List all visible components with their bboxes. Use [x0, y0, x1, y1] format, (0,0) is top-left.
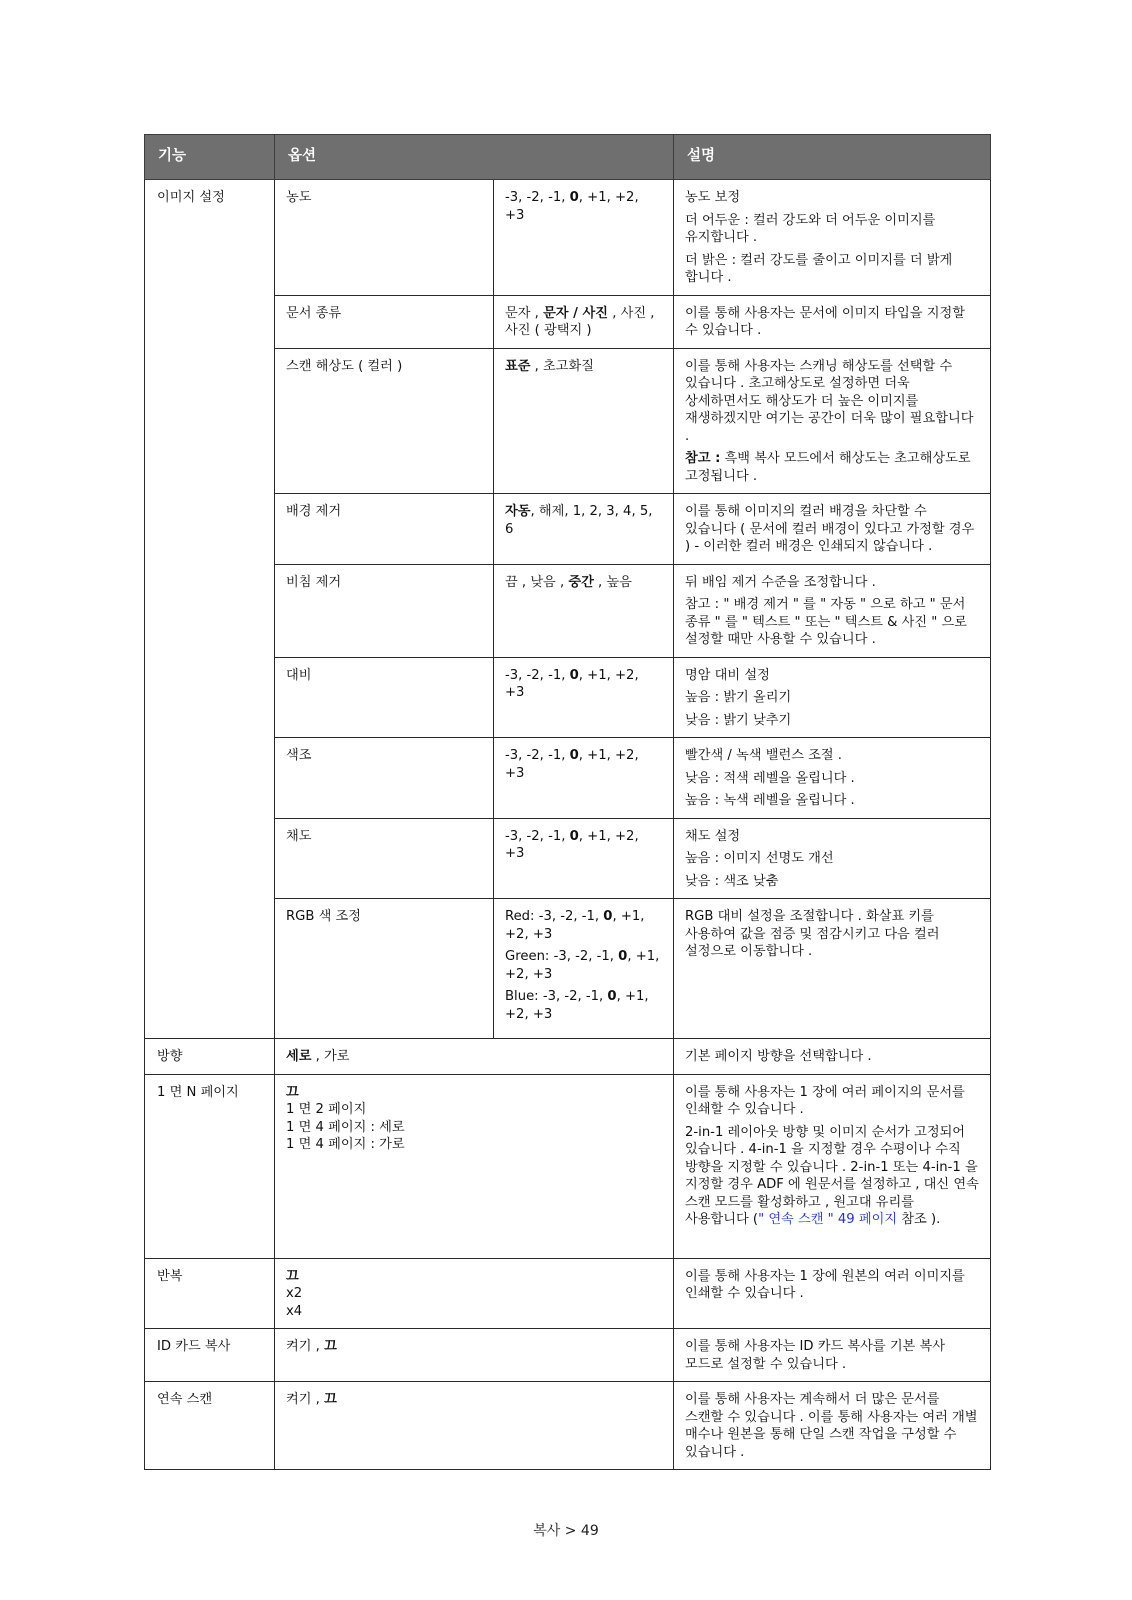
table-row: [145, 899, 991, 1039]
function-cell: ID 카드 복사: [145, 1329, 275, 1382]
function-cell: 반복: [145, 1258, 275, 1329]
option-values: [275, 1074, 674, 1258]
table-row: [145, 1074, 991, 1258]
option-name: RGB 색 조정: [275, 899, 494, 1039]
desc-line: 이를 통해 사용자는 스캐닝 해상도를 선택할 수 있습니다 . 초고해상도로 설정하면 더욱 상세하면서도 해상도가 더 높은 이미지를 재생하겠지만 여기는 공간이 더욱 많이 필요합니다 .: [685, 358, 974, 444]
description-cell: [674, 348, 991, 494]
desc-line: 채도 설정: [685, 828, 741, 844]
description-cell: [674, 899, 991, 1039]
table-row: [145, 818, 991, 899]
default-value: 0: [569, 190, 579, 205]
default-value: 자동: [505, 504, 531, 519]
option-values: [494, 899, 674, 1039]
option-values: 켜기 , 끄: [275, 1329, 674, 1382]
table-row: [145, 657, 991, 738]
default-value: 끄: [286, 1268, 299, 1284]
description-cell: 이를 통해 사용자는 ID 카드 복사를 기본 복사 모드로 설정할 수 있습니다 .: [674, 1329, 991, 1382]
default-value: 문자 / 사진: [543, 305, 609, 321]
option-line: x4: [286, 1303, 303, 1319]
option-name: 색조: [275, 738, 494, 819]
option-values: 세로 , 가로: [275, 1039, 674, 1075]
table-row: [145, 348, 991, 494]
desc-line: 낮음 : 적색 레벨을 올립니다 .: [685, 770, 855, 786]
option-name: 비침 제거: [275, 564, 494, 657]
option-line: 1 면 4 페이지 : 세로: [286, 1119, 405, 1135]
continuous-scan-link[interactable]: " 연속 스캔 " 49 페이지: [758, 1212, 898, 1227]
option-values: -3, -2, -1, 0, +1, +2, +3: [494, 738, 674, 819]
desc-line: 빨간색 / 녹색 밸런스 조절 .: [685, 748, 843, 763]
function-cell: 1 면 N 페이지: [145, 1074, 275, 1258]
table-row: [145, 295, 991, 348]
desc-line: 명암 대비 설정: [685, 667, 770, 683]
option-values: 자동, 해제, 1, 2, 3, 4, 5, 6: [494, 494, 674, 565]
default-value: 끄: [324, 1339, 337, 1354]
option-values: 문자 , 문자 / 사진 , 사진 , 사진 ( 광택지 ): [494, 295, 674, 348]
function-cell-merged: [145, 564, 275, 657]
desc-line: 낮음 : 밝기 낮추기: [685, 712, 792, 728]
option-name: 채도: [275, 818, 494, 899]
desc-line: 더 밝은 : 컬러 강도를 줄이고 이미지를 더 밝게 합니다 .: [685, 252, 953, 285]
option-name: 대비: [275, 657, 494, 738]
function-cell-merged: [145, 295, 275, 348]
option-values: -3, -2, -1, 0, +1, +2, +3: [494, 180, 674, 296]
desc-line: 이를 통해 이미지의 컬러 배경을 차단할 수 있습니다 ( 문서에 컬러 배경이 있다고 가정할 경우 ) - 이러한 컬러 배경은 인쇄되지 않습니다 .: [685, 504, 975, 554]
note-line: 참고 : 흑백 복사 모드에서 해상도는 초고해상도로 고정됩니다 .: [685, 451, 971, 484]
function-cell: 연속 스캔: [145, 1382, 275, 1470]
copy-settings-table: [144, 134, 991, 1470]
description-cell: [674, 564, 991, 657]
description-cell: [674, 1074, 991, 1258]
option-line: 1 면 4 페이지 : 가로: [286, 1137, 405, 1152]
function-cell-merged: [145, 738, 275, 819]
function-cell-merged: [145, 657, 275, 738]
desc-line: 더 어두운 : 컬러 강도와 더 어두운 이미지를 유지합니다 .: [685, 212, 936, 245]
description-cell: 이를 통해 사용자는 계속해서 더 많은 문서를 스캔할 수 있습니다 . 이를 통해 사용자는 여러 개별 매수나 원본을 통해 단일 스캔 작업을 구성할 수 있습니다 .: [674, 1382, 991, 1470]
desc-line: 높음 : 녹색 레벨을 올립니다 .: [685, 793, 855, 808]
header-function: 기능: [145, 135, 275, 180]
description-cell: [674, 295, 991, 348]
function-cell-merged: [145, 348, 275, 494]
rgb-blue-values: Blue: -3, -2, -1, 0, +1, +2, +3: [505, 989, 649, 1022]
table-header-row: [145, 135, 991, 180]
function-cell-merged: [145, 494, 275, 565]
default-value: 0: [569, 748, 579, 763]
rgb-red-values: Red: -3, -2, -1, 0, +1, +2, +3: [505, 909, 645, 942]
desc-line: RGB 대비 설정을 조절합니다 . 화살표 키를 사용하여 값을 점증 및 점감시키고 다음 컬러 설정으로 이동합니다 .: [685, 909, 940, 959]
header-options: 옵션: [275, 135, 674, 180]
option-line: x2: [286, 1286, 303, 1301]
table-row: [145, 1258, 991, 1329]
table-row: [145, 1039, 991, 1075]
rgb-green-values: Green: -3, -2, -1, 0, +1, +2, +3: [505, 949, 660, 982]
description-cell: [674, 180, 991, 296]
desc-line: 농도 보정: [685, 190, 741, 205]
table-row: [145, 494, 991, 565]
desc-line: 낮음 : 색조 낮춤: [685, 873, 779, 889]
default-value: 0: [569, 828, 579, 844]
default-value: 중간: [568, 574, 594, 590]
table-row: [145, 738, 991, 819]
option-values: [275, 1258, 674, 1329]
default-value: 끄: [286, 1084, 299, 1100]
option-values: 켜기 , 끄: [275, 1382, 674, 1470]
option-values: 표준 , 초고화질: [494, 348, 674, 494]
desc-line: 높음 : 이미지 선명도 개선: [685, 851, 834, 866]
desc-line: 참고 : " 배경 제거 " 를 " 자동 " 으로 하고 " 문서 종류 " 를 " 텍스트 " 또는 " 텍스트 & 사진 " 으로 설정할 때만 사용할 수 있습니다 .: [685, 597, 968, 647]
option-line: 1 면 2 페이지: [286, 1102, 367, 1117]
default-value: 0: [569, 667, 579, 683]
description-cell: 이를 통해 사용자는 1 장에 원본의 여러 이미지를 인쇄할 수 있습니다 .: [674, 1258, 991, 1329]
function-cell-merged: [145, 818, 275, 899]
table-row: [145, 564, 991, 657]
description-cell: [674, 818, 991, 899]
desc-line: 높음 : 밝기 올리기: [685, 690, 792, 705]
option-values: 끔 , 낮음 , 중간 , 높음: [494, 564, 674, 657]
default-value: 표준: [505, 358, 531, 374]
option-name: 문서 종류: [275, 295, 494, 348]
default-value: 끄: [324, 1392, 337, 1407]
function-cell-merged: [145, 899, 275, 1039]
option-name: 스캔 해상도 ( 컬러 ): [275, 348, 494, 494]
page-footer: 복사 > 49: [533, 1523, 599, 1539]
description-cell: [674, 494, 991, 565]
option-values: -3, -2, -1, 0, +1, +2, +3: [494, 657, 674, 738]
desc-line: 이를 통해 사용자는 문서에 이미지 타입을 지정할 수 있습니다 .: [685, 305, 965, 338]
default-value: 세로: [286, 1049, 312, 1064]
description-cell: [674, 738, 991, 819]
description-cell: 기본 페이지 방향을 선택합니다 .: [674, 1039, 991, 1075]
desc-line: 뒤 배임 제거 수준을 조정합니다 .: [685, 574, 876, 590]
function-cell: 이미지 설정: [145, 180, 275, 296]
option-values: -3, -2, -1, 0, +1, +2, +3: [494, 818, 674, 899]
table-row: [145, 1382, 991, 1470]
option-name: 농도: [275, 180, 494, 296]
desc-line: 2-in-1 레이아웃 방향 및 이미지 순서가 고정되어 있습니다 . 4-in-1 을 지정할 경우 수평이나 수직 방향을 지정할 수 있습니다 . 2-in-1 또는 4-in-1 을 지정할 경우 ADF 에 원문서를 설정하고 , 대신 연속 스캔 모드를 활성화하고 , 원고대 유리를 사용합니다 (" 연속 스캔 " 49 페이지 참조 ).: [685, 1124, 979, 1227]
table-row: [145, 1329, 991, 1382]
description-cell: [674, 657, 991, 738]
table-row: [145, 180, 991, 296]
desc-line: 이를 통해 사용자는 1 장에 여러 페이지의 문서를 인쇄할 수 있습니다 .: [685, 1084, 965, 1117]
header-description: 설명: [674, 135, 991, 180]
function-cell: 방향: [145, 1039, 275, 1075]
option-name: 배경 제거: [275, 494, 494, 565]
